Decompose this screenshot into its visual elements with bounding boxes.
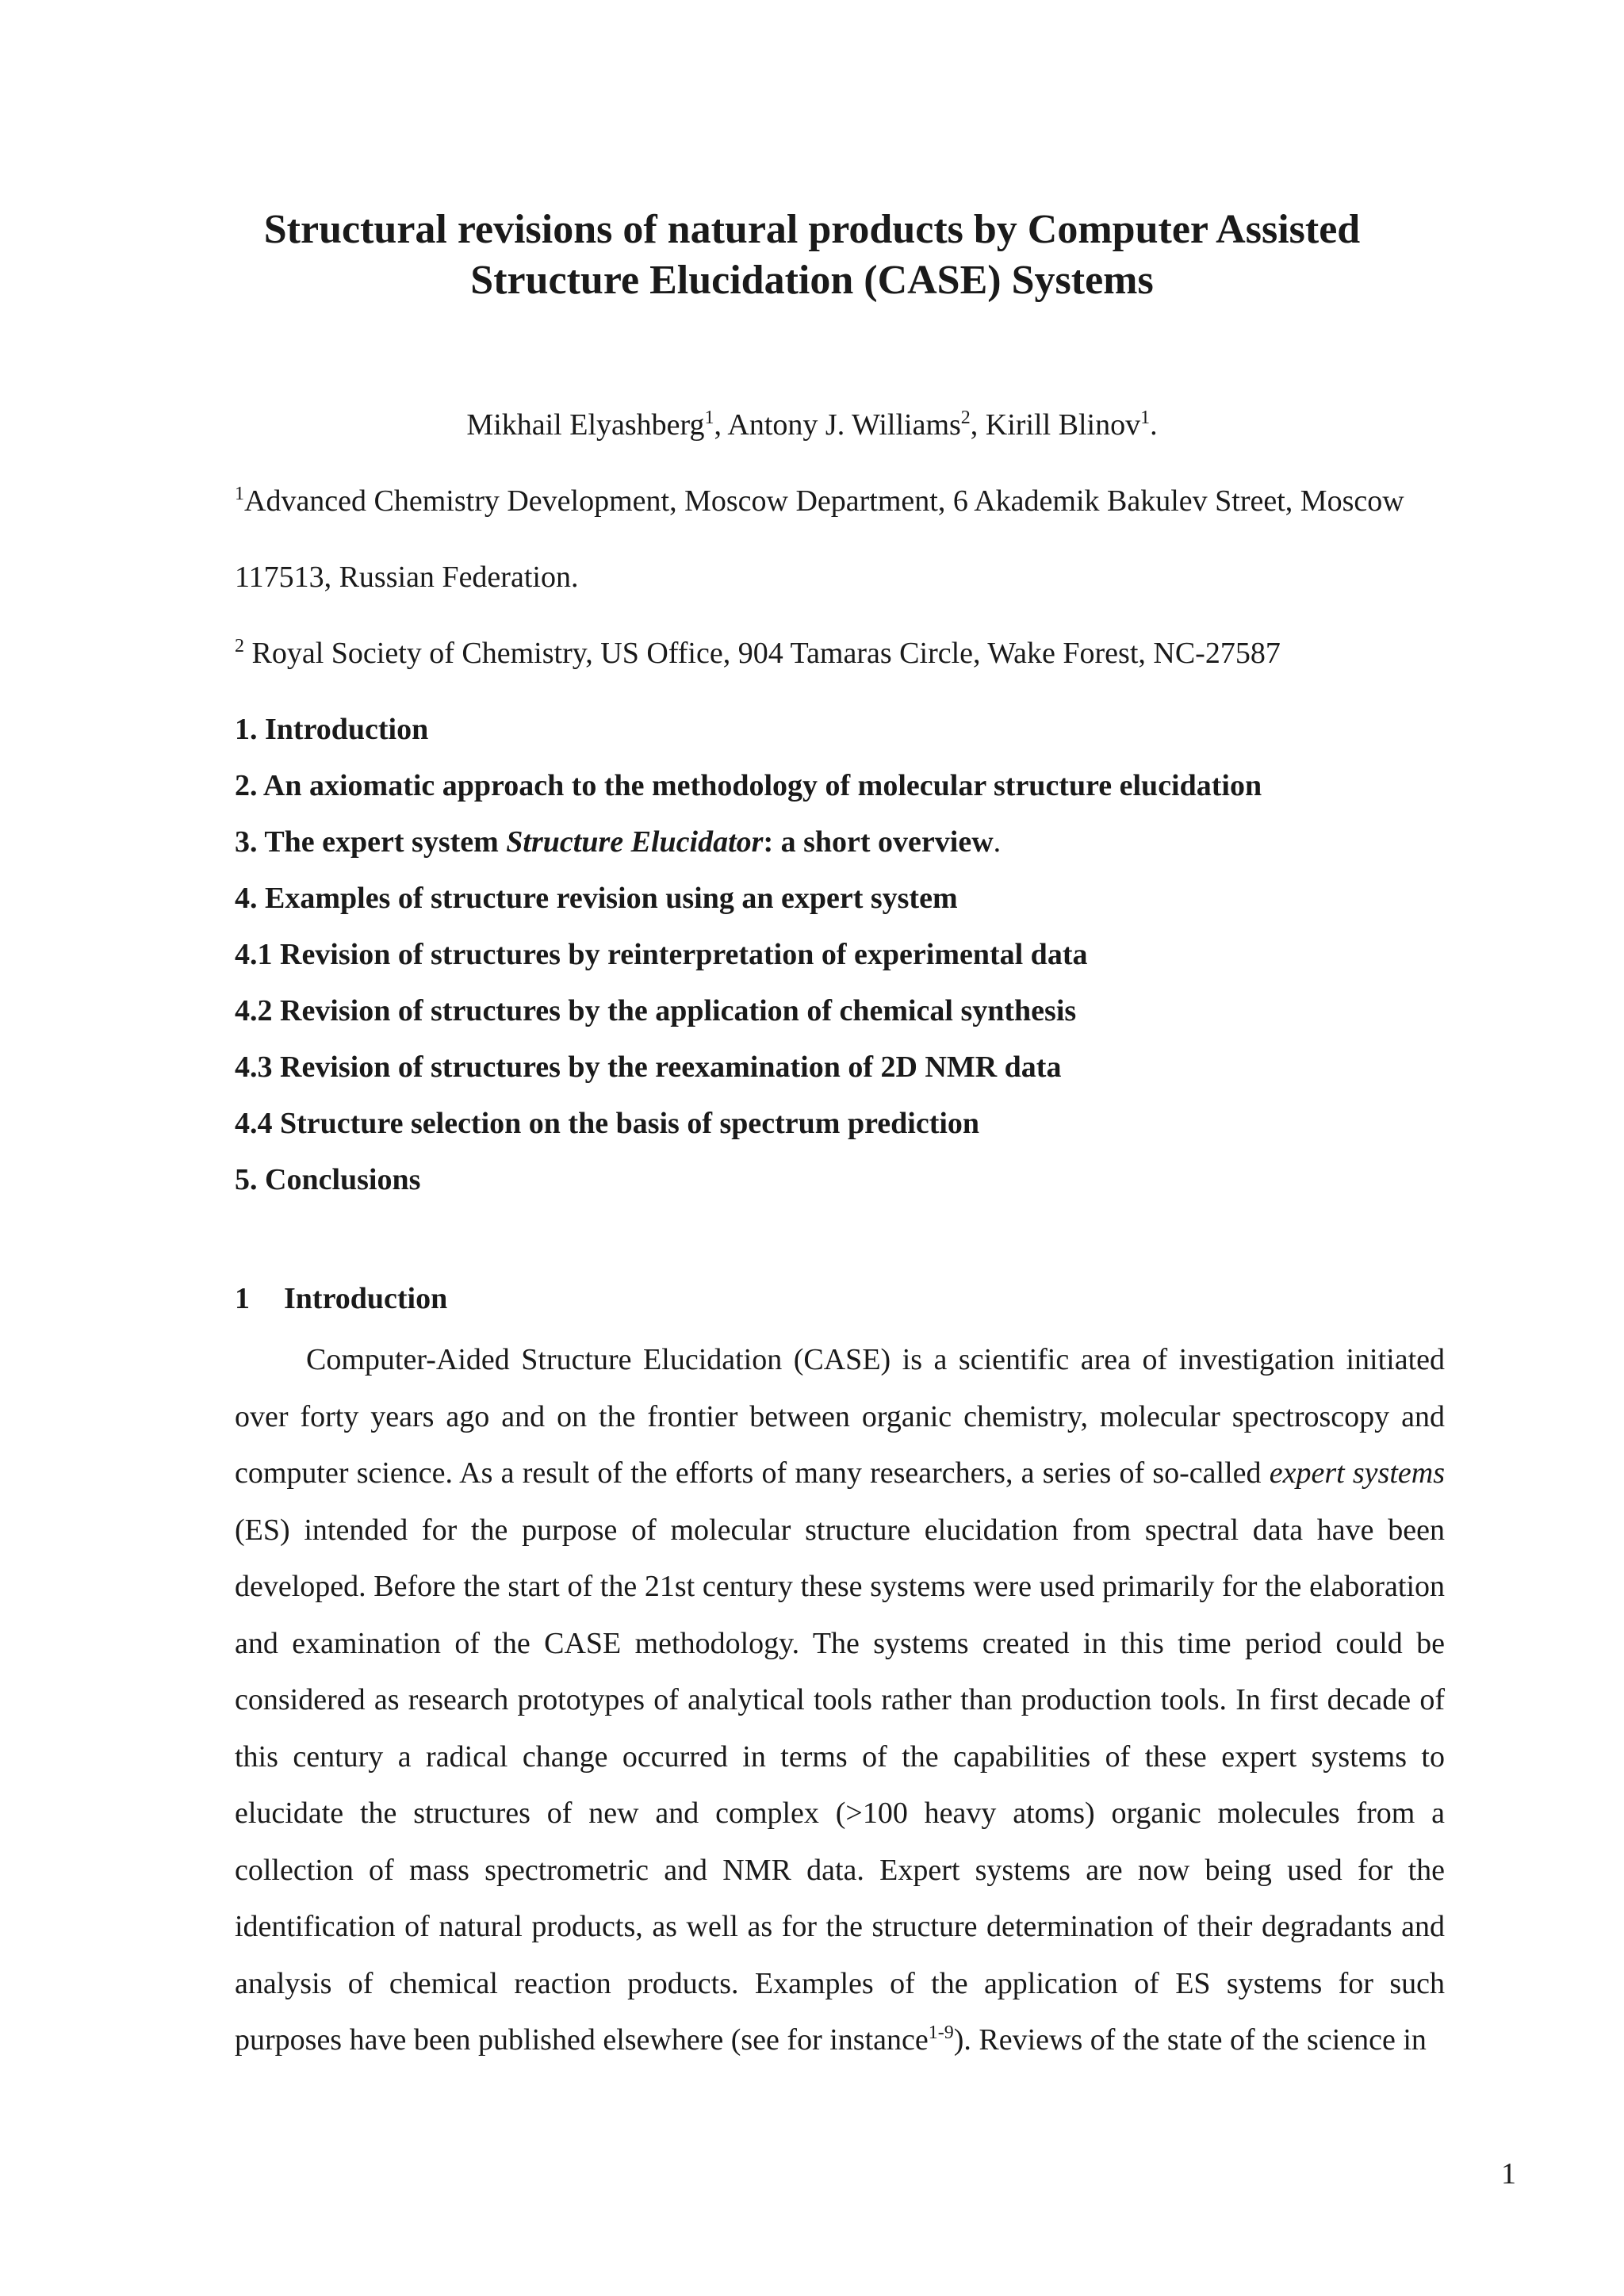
body-paragraph — [235, 1332, 1445, 2069]
toc-item-2: 2. An axiomatic approach to the methodology of molecular structure elucidation — [235, 769, 1262, 802]
paragraph-text: Computer-Aided Structure Elucidation (CASE) is a scientific area of investigation initiated over forty years ago and on the frontier between organic chemistry, molecular spectroscopy and computer science. As a result of the efforts of many researchers, a series of so-called — [235, 1343, 1445, 1490]
paragraph-text: (ES) intended for the purpose of molecular structure elucidation from spectral data have been developed. Before the start of the 21st century these systems were used primarily for the elaboration and examination of the CASE methodology. The systems created in this time period could be considered as research prototypes of analytical tools rather than production tools. In first decade of this century a radical change occurred in terms of the capabilities of these expert systems to elucidate the structures of new and complex (>100 heavy atoms) organic molecules from a collection of mass spectrometric and NMR data. Expert systems are now being used for the identification of natural products, as well as for the structure determination of their degradants and analysis of chemical reaction products. Examples of the application of ES systems for such purposes have been published elsewhere (see for instance — [235, 1513, 1445, 2057]
title-line-2: Structure Elucidation (CASE) Systems — [470, 258, 1154, 303]
toc-item-5: 5. Conclusions — [235, 1163, 421, 1196]
author-list — [0, 406, 1624, 444]
affiliation-marker: 2 — [235, 636, 244, 656]
affiliation-text: Advanced Chemistry Development, Moscow Department, 6 Akademik Bakulev Street, Moscow — [244, 484, 1404, 518]
toc-text: : a short overview — [763, 825, 994, 859]
page-number: 1 — [1501, 2157, 1516, 2191]
affiliation-1-continued: 117513, Russian Federation. — [235, 561, 579, 594]
paper-title — [0, 205, 1624, 306]
affiliation-text: Royal Society of Chemistry, US Office, 904 Tamaras Circle, Wake Forest, NC-27587 — [244, 637, 1281, 670]
paragraph-italic-term: expert systems — [1269, 1456, 1445, 1490]
toc-item-3 — [235, 823, 1001, 861]
toc-item-4-2: 4.2 Revision of structures by the application of chemical synthesis — [235, 994, 1077, 1027]
author-name: , Kirill Blinov — [970, 408, 1141, 442]
section-number: 1 — [235, 1282, 250, 1315]
citation-superscript: 1-9 — [928, 2022, 954, 2043]
author-name: , Antony J. Williams — [714, 408, 961, 442]
paragraph-text: ). Reviews of the state of the science in — [953, 2023, 1427, 2057]
toc-item-4: 4. Examples of structure revision using an expert system — [235, 882, 958, 915]
affiliation-2 — [235, 634, 1281, 672]
toc-item-4-4: 4.4 Structure selection on the basis of spectrum prediction — [235, 1107, 980, 1140]
section-heading — [235, 1280, 447, 1318]
toc-item-4-1: 4.1 Revision of structures by reinterpretation of experimental data — [235, 938, 1088, 971]
toc-text: 3. The expert system — [235, 825, 507, 859]
toc-item-1: 1. Introduction — [235, 713, 429, 746]
author-list-end: . — [1150, 408, 1158, 442]
author-name: Mikhail Elyashberg — [466, 408, 705, 442]
affiliation-1 — [235, 482, 1404, 520]
affiliation-marker: 2 — [960, 408, 971, 428]
toc-period: . — [993, 825, 1002, 859]
section-title: Introduction — [284, 1282, 448, 1315]
toc-italic-text: Structure Elucidator — [506, 825, 764, 859]
affiliation-marker: 1 — [704, 408, 714, 428]
affiliation-marker: 1 — [235, 484, 244, 504]
toc-item-4-3: 4.3 Revision of structures by the reexamination of 2D NMR data — [235, 1050, 1062, 1084]
title-line-1: Structural revisions of natural products by Computer Assisted — [263, 207, 1361, 252]
affiliation-marker: 1 — [1140, 408, 1151, 428]
